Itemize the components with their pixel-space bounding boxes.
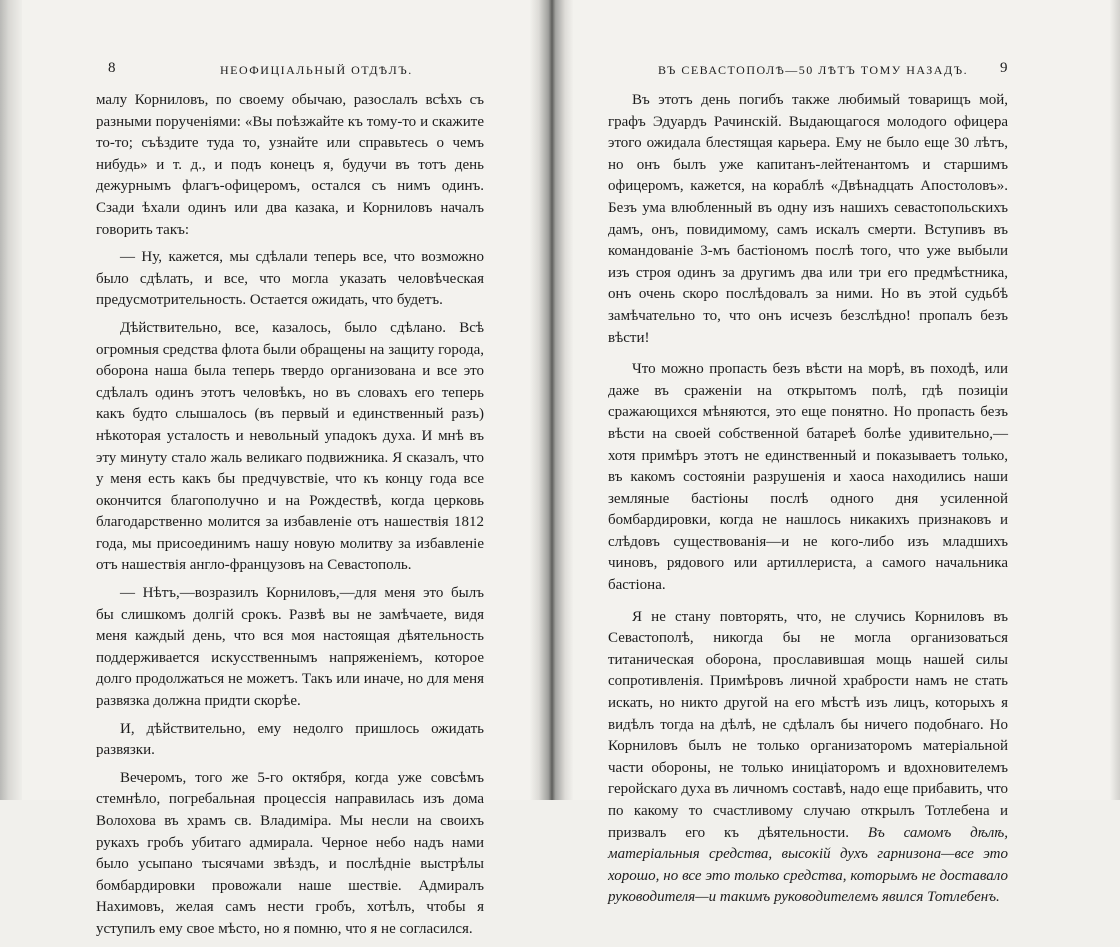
right-running-title: ВЪ СЕВАСТОПОЛѢ—50 ЛѢТЪ ТОМУ НАЗАДЪ. <box>658 63 969 77</box>
right-italic-tail: Въ самомъ дѣлѣ, матеріальныя средства, высокій духъ гарнизона—все это хорошо, но все это только средства, которымъ не доставало руководителя—и такимъ руководителемъ явился Тотлебенъ. <box>608 824 1009 906</box>
right-page <box>578 0 1110 906</box>
book-gutter <box>530 0 574 800</box>
scan-right-edge <box>1110 0 1120 800</box>
left-running-head <box>30 60 530 80</box>
left-page <box>30 0 530 937</box>
left-page-number: 8 <box>108 60 116 76</box>
right-paragraph-3 <box>608 607 1008 909</box>
right-paragraph-1: Въ этотъ день погибъ также любимый товарищъ мой, графъ Эдуардъ Рачинскій. Выдающагося молодого офицера этого ожидала блестящая карьера. Ему не было еще 30 лѣтъ, но онъ былъ уже капитанъ-лейтенантомъ и старшимъ офицеромъ, кажется, на кораблѣ «Двѣнадцать Апостоловъ». Безъ ума влюбленный въ одну изъ нашихъ севастопольскихъ дамъ, онъ, повидимому, самъ искалъ смерти. Вступивъ въ командованіе 3-мъ бастіономъ послѣ того, что уже выбыли изъ строя одинъ за другимъ два или три его предмѣстника, онъ очень скоро послѣдовалъ за ними. Но въ этой судьбѣ замѣчательно то, что онъ исчезъ безслѣдно! пропалъ безъ вѣсти! <box>608 92 1008 346</box>
right-paragraph-2: Что можно пропасть безъ вѣсти на морѣ, въ походѣ, или даже въ сраженіи на открытомъ полѣ, гдѣ позиціи сражающихся мѣняются, это еще понятно. Но пропасть безъ вѣсти на своей собственной батареѣ болѣе удивительно,—хотя примѣръ этотъ не единственный и показываетъ только, въ какомъ состояніи разрушенія и хаоса находились наши земляные бастіоны послѣ одного дня усиленной бомбардировки, когда не нашлось никакихъ признаковъ и слѣдовъ существованія—и не кого-либо изъ младшихъ чиновъ, рядового или артиллериста, а самого начальника бастіона. <box>608 361 1008 594</box>
left-running-title: НЕОФИЦІАЛЬНЫЙ ОТДѢЛЪ. <box>220 63 413 77</box>
right-paragraph-3-text: Я не стану повторять, что, не случись Корниловъ въ Севастополѣ, никогда бы не могла организоваться титаническая оборона, прославившая мощь нашей силы сопротивленія. Примѣровъ личной храбрости намъ не стать искать, но никто другой на его мѣстѣ изъ лицъ, которыхъ я видѣлъ тогда на дѣлѣ, не сдѣлалъ бы ничего подобнаго. Но Корниловъ былъ не только организаторомъ матеріальной части обороны, не только иниціаторомъ и вдохновителемъ геройскаго духа въ личномъ составѣ, надо еще прибавить, что по какому то счастливому случаю открылъ Тотлебена и призвалъ его къ дѣятельности. <box>608 608 1008 841</box>
right-page-number: 9 <box>1000 60 1008 76</box>
right-running-head <box>578 60 1110 80</box>
left-paragraph-6: Вечеромъ, того же 5-го октября, когда уже совсѣмъ стемнѣло, погребальная процессія направилась изъ дома Волохова въ храмъ св. Владиміра. Мы несли на своихъ рукахъ гробъ убитаго адмирала. Черное небо надъ нами было усыпано тысячами звѣздъ, и послѣдніе выстрѣлы бомбардировки провожали наше шествіе. Адмиралъ Нахимовъ, желая самъ нести гробъ, хотѣлъ, чтобы я уступилъ ему свое мѣсто, но я помню, что я не согласился. <box>96 769 484 937</box>
left-paragraph-3: Дѣйствительно, все, казалось, было сдѣлано. Всѣ огромныя средства флота были обращены на защиту города, оборона наша была теперь твердо организована и все это сдѣлалъ одинъ этотъ человѣкъ, но въ словахъ его теперь какъ будто слышалось (въ первый и единственный разъ) нѣкоторая усталость и невольный упадокъ духа. И мнѣ въ эту минуту стало жаль великаго подвижника. Я сказалъ, что у меня есть какъ бы предчувствіе, что къ концу года все окончится благополучно и на Рождествѣ, когда церковь благодарственно молится за избавленіе отъ нашествія 1812 года, мы присоединимъ нашу новую молитву за избавленіе отъ нашествія англо-французовъ на Севастополь. <box>96 319 484 574</box>
left-text-block <box>96 90 484 947</box>
left-paragraph-1: малу Корниловъ, по своему обычаю, разослалъ всѣхъ съ разными порученіями: «Вы поѣзжайте къ тому-то и скажите то-то; съѣздите туда то, узнайте или справьтесь о чемъ нибудь» и т. д., и подъ конецъ я, будучи въ тотъ день дежурнымъ флагъ-офицеромъ, остался съ нимъ одинъ. Сзади ѣхали одинъ или два казака, и Корниловъ началъ говорить такъ: <box>96 92 484 238</box>
left-paragraph-5: И, дѣйствительно, ему недолго пришлось ожидать развязки. <box>96 720 484 759</box>
scan-left-edge <box>0 0 22 800</box>
left-paragraph-4: — Нѣтъ,—возразилъ Корниловъ,—для меня это былъ бы слишкомъ долгій срокъ. Развѣ вы не замѣчаете, видя меня каждый день, что вся моя настоящая дѣятельность поддерживается искусственнымъ напряженіемъ, которое долго продолжаться не можетъ. Такъ или иначе, но для меня развязка должна придти скорѣе. <box>96 585 484 710</box>
right-text-block <box>608 90 1008 915</box>
left-paragraph-2: — Ну, кажется, мы сдѣлали теперь все, что возможно было сдѣлать, и все, что могла указать человѣческая предусмотрительность. Остается ожидать, что будетъ. <box>96 249 484 309</box>
